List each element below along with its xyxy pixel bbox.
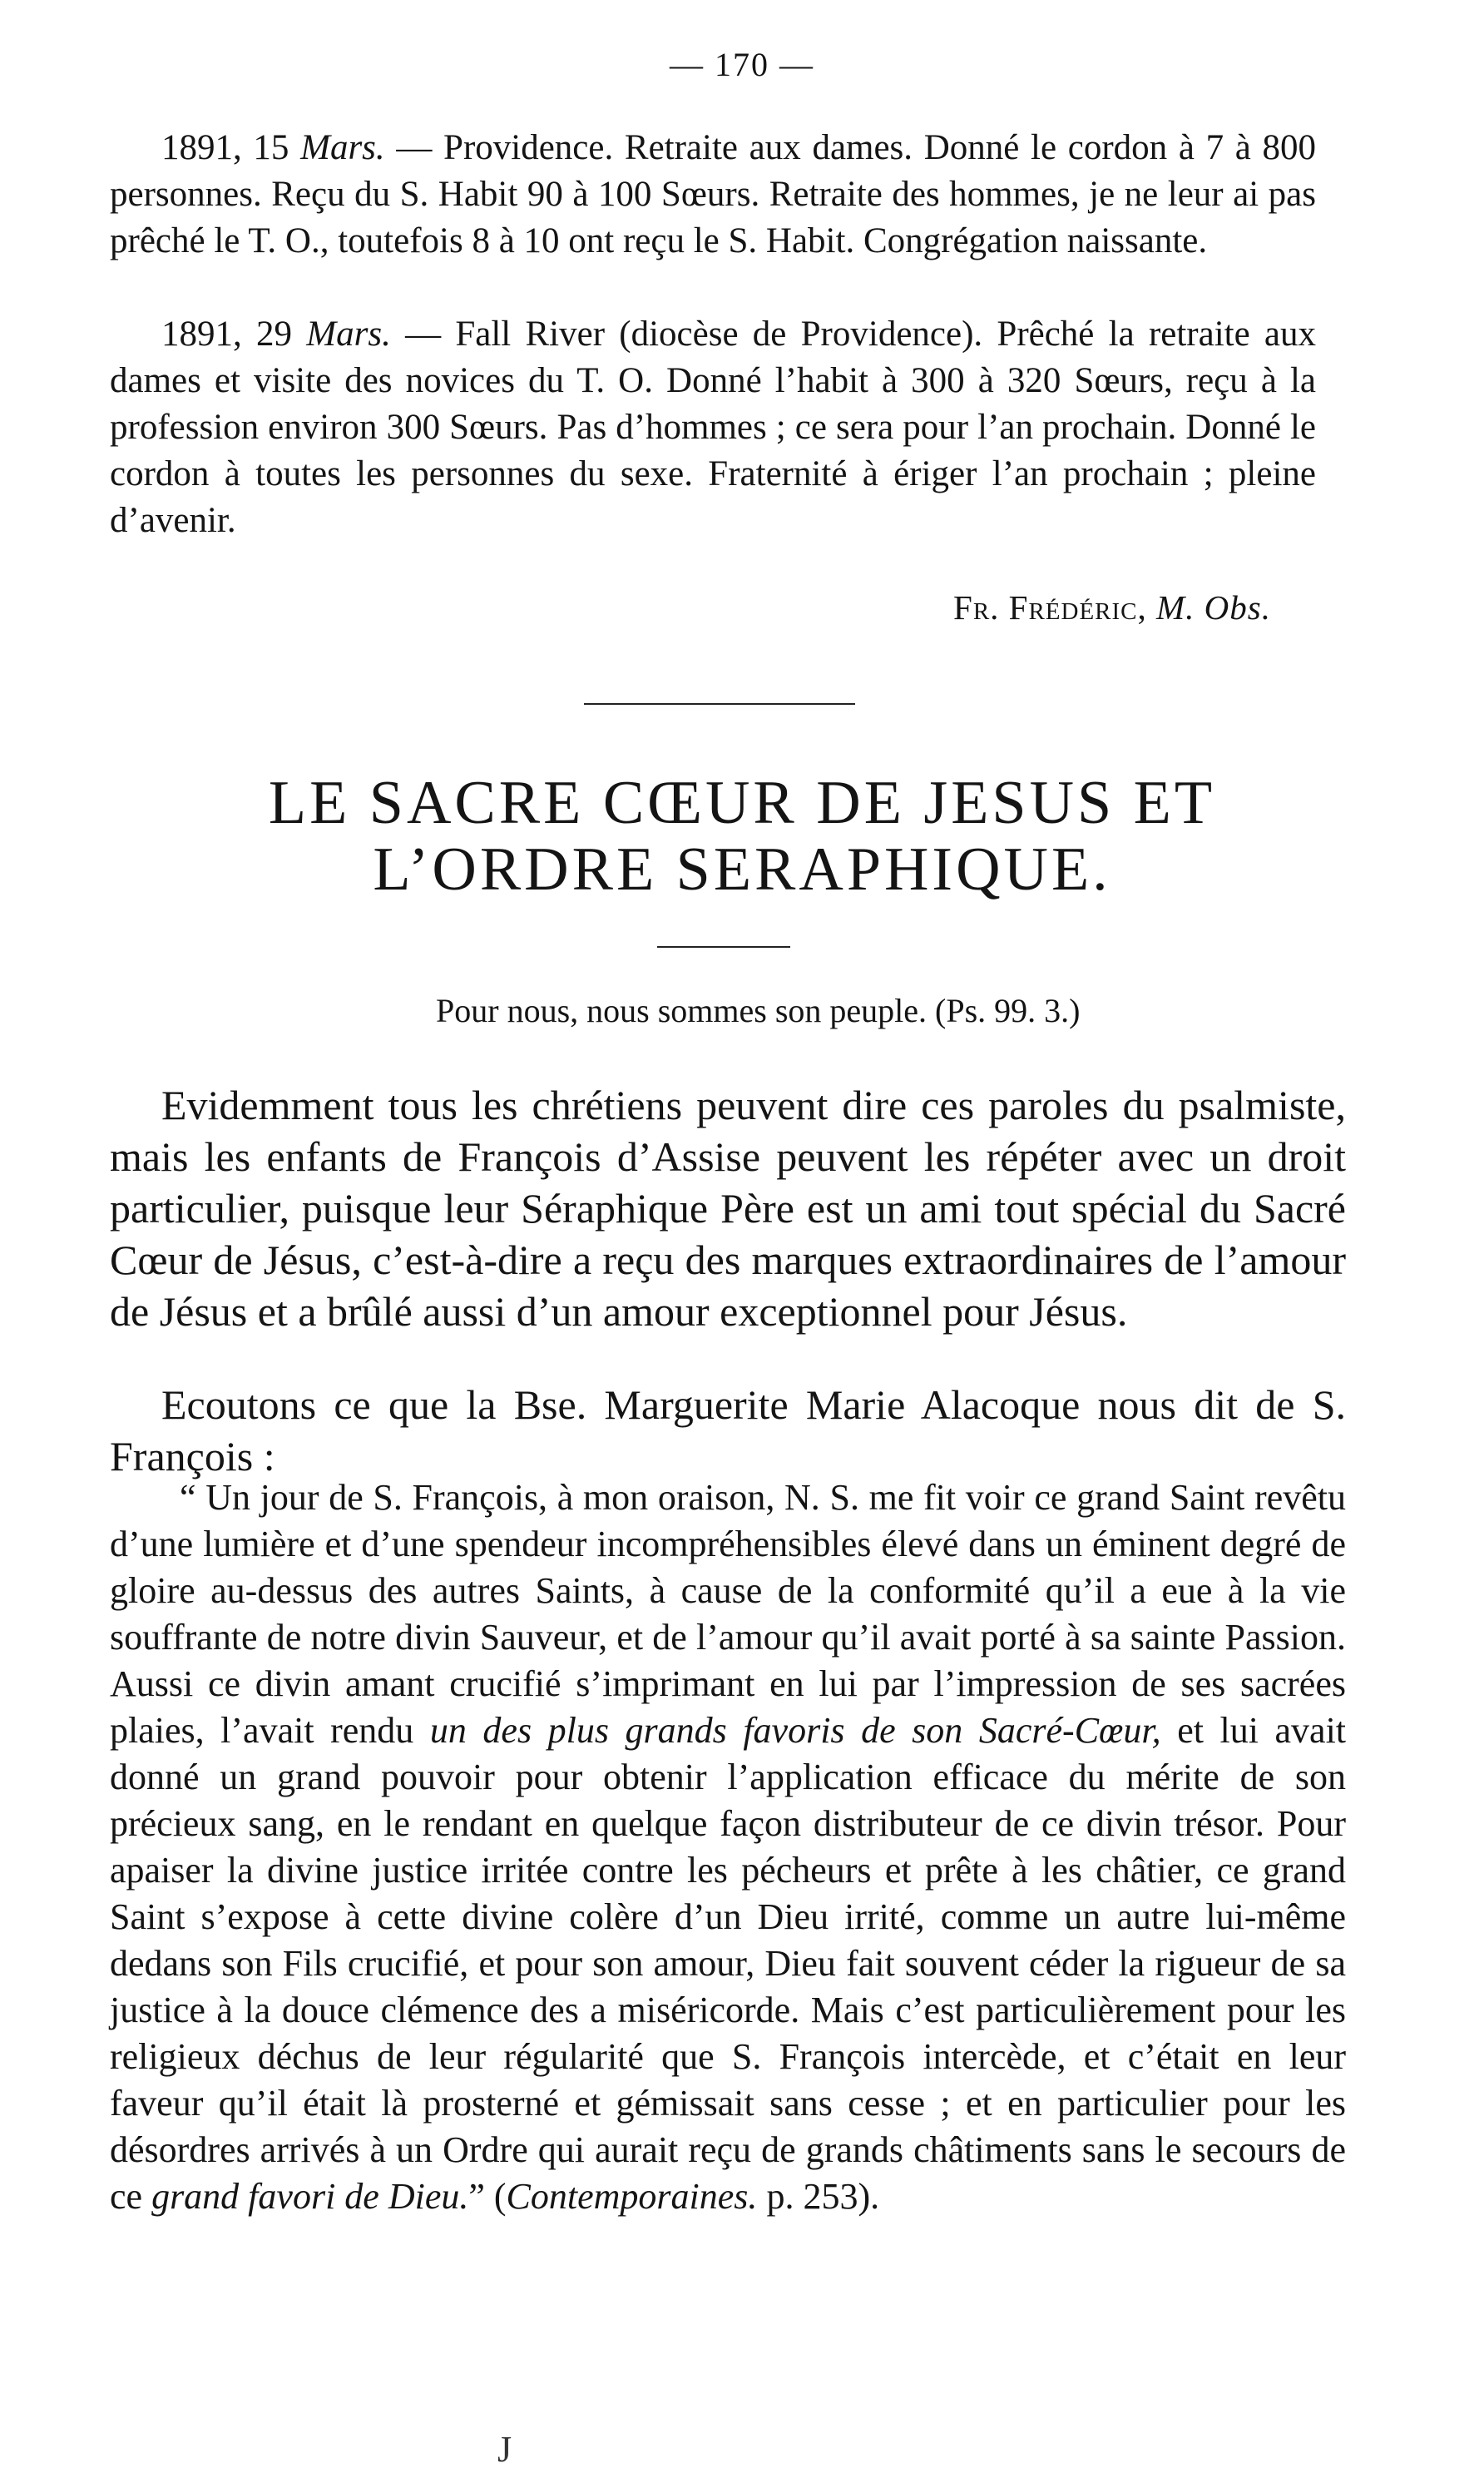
source-open: (: [493, 2176, 507, 2217]
article-paragraph-1: Evidemment tous les chrétiens peuvent dire ces paroles du psalmiste, mais les enfants de François d’Assise peuvent les répéter avec un droit particulier, puisque leur Séraphique Père est un ami tout spécial du Sacré Cœur de Jésus, c’est-à-dire a reçu des marques extraordinaires de l’amour de Jésus et a brûlé aussi d’un amour exceptionnel pour Jésus.: [110, 1082, 1346, 1335]
report-entry-1: [110, 125, 1316, 265]
report-date: 1891, 29: [161, 315, 293, 354]
signature-order: M. Obs.: [1156, 588, 1271, 627]
report-month: Mars.: [300, 128, 385, 167]
report-month: Mars.: [306, 315, 391, 354]
source-close: p. 253).: [766, 2176, 880, 2217]
article-paragraph-2: Ecoutons ce que la Bse. Marguerite Marie Alacoque nous dit de S. François :: [110, 1381, 1346, 1479]
report-text: — Providence. Retraite aux dames. Donné le cordon à 7 à 800 personnes. Reçu du S. Habit 90 à 100 Sœurs. Retraite des hommes, je ne leur ai pas prêché le T. O., toutefois 8 à 10 ont reçu le S. Habit. Congrégation naissante.: [110, 128, 1317, 260]
signature: [953, 587, 1271, 627]
quote-close: ”: [468, 2176, 485, 2217]
page-number: — 170 —: [670, 46, 814, 83]
quote-italic-1: un des plus grands favoris de son Sacré-Cœur,: [429, 1710, 1161, 1751]
article-title-line-1: LE SACRE CŒUR DE JESUS ET: [268, 769, 1216, 837]
report-text: — Fall River (diocèse de Providence). Prêché la retraite aux dames et visite des novices du T. O. Donné l’habit à 300 à 320 Sœurs, reçu à la profession environ 300 Sœurs. Pas d’hommes ; ce sera pour l’an prochain. Donné le cordon à toutes les personnes du sexe. Fraternité à ériger l’an prochain ; pleine d’avenir.: [110, 315, 1317, 540]
report-date: 1891, 15: [161, 128, 289, 167]
source-title: Contemporaines.: [506, 2176, 758, 2217]
quote-text-1: “ Un jour de S. François, à mon oraison, N. S. me fit voir ce grand Saint revêtu d’une lumière et d’une spendeur incompréhensibles élevé dans un éminent degré de gloire au-dessus des autres Saints, à cause de la conformité qu’il a eue à la vie souffrante de notre divin Sauveur, et de l’amour qu’il avait porté à sa sainte Passion. Aussi ce divin amant crucifié s’imprimant en lui par l’impression de ses sacrées plaies, l’avait rendu: [110, 1477, 1346, 1751]
section-divider: [584, 703, 855, 705]
footer-mark: J: [497, 2429, 512, 2470]
report-entry-2: [110, 311, 1316, 544]
title-divider: [657, 946, 790, 948]
epigraph: Pour nous, nous sommes son peuple. (Ps. 99. 3.): [436, 992, 1081, 1029]
quotation: [110, 1474, 1346, 2220]
signature-name: Fr. Frédéric,: [953, 588, 1147, 627]
article-title-line-2: L’ORDRE SERAPHIQUE.: [373, 835, 1111, 904]
quote-italic-2: grand favori de Dieu.: [151, 2176, 469, 2217]
quote-text-2: et lui avait donné un grand pouvoir pour obtenir l’application efficace du mérite de son précieux sang, en le rendant en quelque façon distributeur de ce divin trésor. Pour apaiser la divine justice irritée contre les pécheurs et prête à les châtier, ce grand Saint s’expose à cette divine colère d’un Dieu irrité, comme un autre lui-même dedans son Fils crucifié, et pour son amour, Dieu fait souvent céder la rigueur de sa justice à la douce clémence des a miséricorde. Mais c’est particulièrement pour les religieux déchus de leur régularité que S. François intercède, et c’était en leur faveur qu’il était là prosterné et gémissait sans cesse ; et en particulier pour les désordres arrivés à un Ordre qui aurait reçu de grands châtiments sans le secours de ce: [110, 1710, 1347, 2217]
